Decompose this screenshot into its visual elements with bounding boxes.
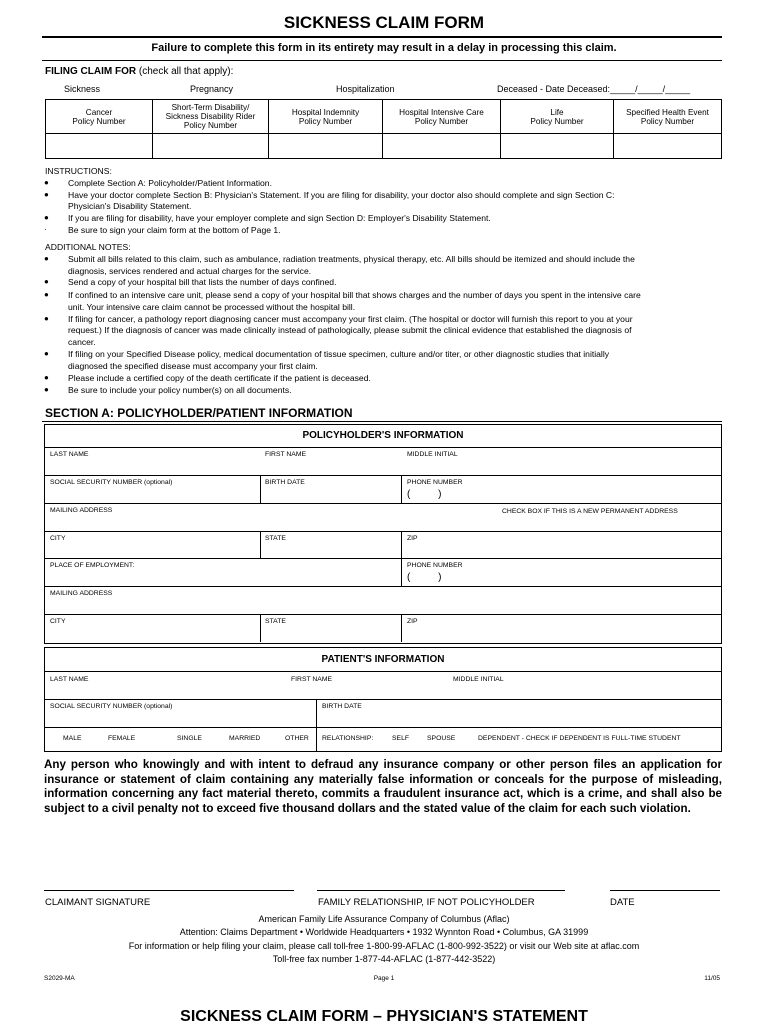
policy-input-life[interactable] xyxy=(501,134,614,159)
option-deceased[interactable]: Deceased - Date Deceased:_____/_____/_____ xyxy=(497,84,691,94)
option-pregnancy[interactable]: Pregnancy xyxy=(190,84,234,94)
policy-input-specified[interactable] xyxy=(614,134,722,159)
ph-ssn-field[interactable]: SOCIAL SECURITY NUMBER (optional) xyxy=(50,479,173,486)
pt-last-name-field[interactable]: LAST NAME xyxy=(50,676,89,683)
bullet: ● xyxy=(44,178,49,187)
row-divider xyxy=(44,586,722,587)
ph-middle-initial-field[interactable]: MIDDLE INITIAL xyxy=(407,451,458,458)
relationship-spouse-option[interactable]: SPOUSE xyxy=(427,735,456,742)
note-line: Submit all bills related to this claim, such as ambulance, radiation treatments, physical therapy, etc. All bills should be itemized and should include the xyxy=(68,254,635,264)
filing-label: FILING CLAIM FOR (check all that apply): xyxy=(45,66,234,77)
policy-input-disability[interactable] xyxy=(153,134,269,159)
bullet: ● xyxy=(44,373,49,382)
policyholder-box xyxy=(44,424,722,644)
ph-zip-field[interactable]: ZIP xyxy=(407,535,418,542)
section-a-heading: SECTION A: POLICYHOLDER/PATIENT INFORMATION xyxy=(45,406,353,420)
policy-input-cancer[interactable] xyxy=(46,134,153,159)
employer-phone-field[interactable]: PHONE NUMBER xyxy=(407,562,463,569)
row-divider xyxy=(44,699,722,700)
ph-state-field[interactable]: STATE xyxy=(265,535,286,542)
employer-zip-field[interactable]: ZIP xyxy=(407,618,418,625)
next-page-title: SICKNESS CLAIM FORM – PHYSICIAN'S STATEMENT xyxy=(180,1008,588,1025)
ph-phone-parens: ( ) xyxy=(407,489,442,500)
employer-mailing-field[interactable]: MAILING ADDRESS xyxy=(50,590,113,597)
form-title: SICKNESS CLAIM FORM xyxy=(283,13,485,32)
row-divider xyxy=(44,727,722,728)
divider xyxy=(42,36,722,38)
note-line: If filing on your Specified Disease policy, medical documentation of tissue specimen, culture and/or titer, or other diagnostic studies that initially xyxy=(68,349,610,359)
pt-middle-initial-field[interactable]: MIDDLE INITIAL xyxy=(453,676,504,683)
ph-birth-date-field[interactable]: BIRTH DATE xyxy=(265,479,305,486)
ph-last-name-field[interactable]: LAST NAME xyxy=(50,451,89,458)
instruction-item: Physician's Disability Statement. xyxy=(68,201,192,211)
relationship-label: RELATIONSHIP: xyxy=(322,735,374,742)
note-line: Be sure to include your policy number(s) on all documents. xyxy=(68,385,292,395)
pt-first-name-field[interactable]: FIRST NAME xyxy=(291,676,333,683)
policy-header-disability: Short-Term Disability/ Sickness Disability Rider Policy Number xyxy=(153,100,269,134)
bullet: ● xyxy=(44,190,49,199)
instruction-item: If you are filing for disability, have your employer complete and sign Section D: Employer's Disability Statement. xyxy=(68,213,491,223)
fax-number: Toll-free fax number 1-877-44-AFLAC (1-877-442-3522) xyxy=(272,954,496,964)
family-relationship-line[interactable] xyxy=(317,890,565,891)
bullet: ● xyxy=(44,314,49,323)
employer-city-field[interactable]: CITY xyxy=(50,618,66,625)
policy-header-life: Life Policy Number xyxy=(501,100,614,134)
note-line: Please include a certified copy of the death certificate if the patient is deceased. xyxy=(68,373,371,383)
employer-state-field[interactable]: STATE xyxy=(265,618,286,625)
policyholder-heading: POLICYHOLDER'S INFORMATION xyxy=(302,430,464,441)
bullet: · xyxy=(44,225,47,234)
pt-ssn-field[interactable]: SOCIAL SECURITY NUMBER (optional) xyxy=(50,703,173,710)
date-label: DATE xyxy=(610,897,635,908)
company-name: American Family Life Assurance Company of Columbus (Aflac) xyxy=(258,914,510,924)
instruction-item: Have your doctor complete Section B: Physician's Statement. If you are filing for disability, your doctor also should complete and sign Section C: xyxy=(68,190,615,200)
instructions-heading: INSTRUCTIONS: xyxy=(45,166,112,176)
col-divider xyxy=(260,614,261,642)
row-divider xyxy=(44,475,722,476)
ph-city-field[interactable]: CITY xyxy=(50,535,66,542)
policy-input-hospital-indemnity[interactable] xyxy=(269,134,383,159)
bullet: ● xyxy=(44,349,49,358)
policy-number-table xyxy=(45,99,722,159)
notes-heading: ADDITIONAL NOTES: xyxy=(45,242,131,252)
note-line: unit. Your intensive care claim cannot be processed without the hospital bill. xyxy=(68,302,356,312)
claimant-signature-label: CLAIMANT SIGNATURE xyxy=(45,897,151,908)
ph-employment-field[interactable]: PLACE OF EMPLOYMENT: xyxy=(50,562,135,569)
fraud-warning: Any person who knowingly and with intent to defraud any insurance company or other person files an application for insurance or statement of claim containing any materially false information or conceals for the purpose of misleading, information concerning any fact material thereto, commits a fraudulent insurance act, which is a crime, and shall also be subject to a civil penalty not to exceed five thousand dollars and the stated value of the claim for each such violation. xyxy=(44,758,722,815)
policy-header-hospital-indemnity: Hospital Indemnity Policy Number xyxy=(269,100,383,134)
col-divider xyxy=(401,475,402,503)
policy-header-cancer: Cancer Policy Number xyxy=(46,100,153,134)
page-number: Page 1 xyxy=(373,975,395,982)
employer-phone-parens: ( ) xyxy=(407,572,442,583)
note-line: If confined to an intensive care unit, please send a copy of your hospital bill that shows charges and the number of days you spent in the intensive care xyxy=(68,290,641,300)
bullet: ● xyxy=(44,254,49,263)
policy-header-icu: Hospital Intensive Care Policy Number xyxy=(383,100,501,134)
claimant-signature-line[interactable] xyxy=(44,890,294,891)
status-single-option[interactable]: SINGLE xyxy=(177,735,202,742)
instruction-item: Be sure to sign your claim form at the bottom of Page 1. xyxy=(68,225,281,235)
note-line: request.) If the diagnosis of cancer was made clinically instead of pathologically, please submit the clinical evidence that established the diagnosis of xyxy=(68,325,632,335)
row-divider xyxy=(44,558,722,559)
bullet: ● xyxy=(44,385,49,394)
ph-phone-field[interactable]: PHONE NUMBER xyxy=(407,479,463,486)
delay-warning: Failure to complete this form in its entirety may result in a delay in processing this claim. xyxy=(151,42,617,54)
relationship-self-option[interactable]: SELF xyxy=(392,735,409,742)
row-divider xyxy=(44,671,722,672)
row-divider xyxy=(44,614,722,615)
ph-first-name-field[interactable]: FIRST NAME xyxy=(265,451,307,458)
ph-new-address-checkbox[interactable]: CHECK BOX IF THIS IS A NEW PERMANENT ADDRESS xyxy=(502,508,678,515)
divider xyxy=(42,421,722,422)
gender-female-option[interactable]: FEMALE xyxy=(108,735,136,742)
row-divider xyxy=(44,447,722,448)
col-divider xyxy=(401,614,402,642)
status-married-option[interactable]: MARRIED xyxy=(229,735,261,742)
col-divider xyxy=(401,531,402,558)
ph-mailing-field[interactable]: MAILING ADDRESS xyxy=(50,507,113,514)
row-divider xyxy=(44,503,722,504)
divider xyxy=(42,60,722,61)
row-divider xyxy=(44,531,722,532)
option-sickness[interactable]: Sickness xyxy=(64,84,101,94)
form-code: S2029-MA xyxy=(44,975,75,982)
bullet: ● xyxy=(44,277,49,286)
contact-info: For information or help filing your claim, please call toll-free 1-800-99-AFLAC (1-800-992-3522) or visit our Web site at aflac.com xyxy=(128,941,640,951)
policy-header-specified: Specified Health Event Policy Number xyxy=(614,100,722,134)
instruction-item: Complete Section A: Policyholder/Patient Information. xyxy=(68,178,272,188)
patient-heading: PATIENT'S INFORMATION xyxy=(321,654,445,665)
note-line: Send a copy of your hospital bill that lists the number of days confined. xyxy=(68,277,337,287)
status-other-option[interactable]: OTHER xyxy=(285,735,309,742)
revision-date: 11/05 xyxy=(704,975,720,982)
date-line[interactable] xyxy=(610,890,720,891)
gender-male-option[interactable]: MALE xyxy=(63,735,82,742)
bullet: ● xyxy=(44,290,49,299)
col-divider xyxy=(260,475,261,503)
col-divider xyxy=(260,531,261,558)
pt-birth-date-field[interactable]: BIRTH DATE xyxy=(322,703,362,710)
note-line: diagnosis, services rendered and actual charges for the service. xyxy=(68,266,312,276)
bullet: ● xyxy=(44,213,49,222)
policy-input-icu[interactable] xyxy=(383,134,501,159)
note-line: diagnosed the specified disease must accompany your first claim. xyxy=(68,361,318,371)
col-divider xyxy=(316,699,317,751)
attention-line: Attention: Claims Department • Worldwide Headquarters • 1932 Wynnton Road • Columbus, GA 31999 xyxy=(179,927,589,937)
col-divider xyxy=(401,558,402,586)
relationship-dependent-option[interactable]: DEPENDENT - CHECK IF DEPENDENT IS FULL-TIME STUDENT xyxy=(478,735,681,742)
option-hospitalization[interactable]: Hospitalization xyxy=(336,84,395,94)
note-line: If filing for cancer, a pathology report diagnosing cancer must accompany your first claim. (The hospital or doctor will furnish this report to you at your xyxy=(68,314,633,324)
note-line: cancer. xyxy=(68,337,96,347)
family-relationship-label: FAMILY RELATIONSHIP, IF NOT POLICYHOLDER xyxy=(318,897,535,908)
